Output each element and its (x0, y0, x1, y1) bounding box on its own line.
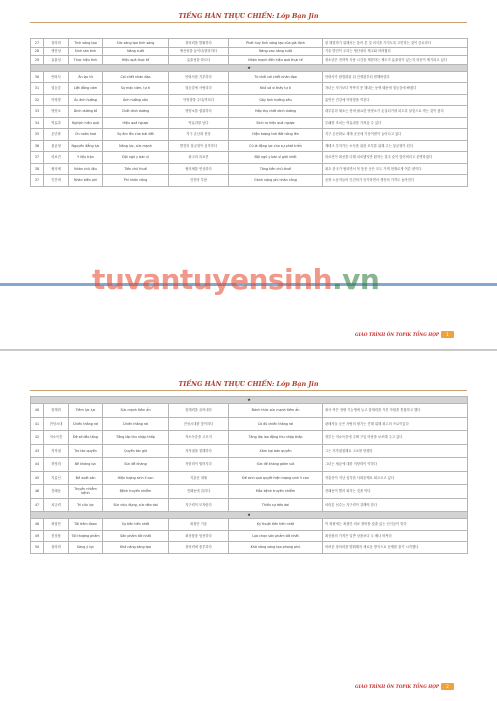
section-star-row (31, 397, 468, 404)
vocab-cell: Năng suất (103, 47, 169, 56)
vocab-cell: 창의력 (44, 542, 69, 554)
vocab-cell: 최고의 의료진 (169, 152, 229, 164)
vocab-cell: Tối tiêm đoan (69, 519, 103, 531)
vocab-cell: 정부는 저소득층에 주택 구입 비용을 보조해 주고 있다 (323, 431, 468, 445)
vocab-cell: 흡연은 건강에 악영향을 끼친다 (323, 94, 468, 106)
vocab-cell: Trí cửu lực (69, 498, 103, 512)
vocab-cell: Nhân chủ liệu (69, 163, 103, 175)
header-rule (30, 22, 467, 23)
vocab-cell: 영양소 (44, 106, 69, 118)
vocab-cell: Khả năng sáng tạo (103, 542, 169, 554)
vocab-cell: Chất dinh dưỡng (103, 106, 169, 118)
vocab-cell: 저항력이 떨어지다 (169, 458, 229, 472)
vocab-row (31, 471, 468, 485)
vocab-cell: 협의체를 연상하다 (169, 163, 229, 175)
vocab-cell: 허영력 (44, 458, 69, 472)
vocab-cell: 전성시대를 맞이하다 (169, 417, 229, 431)
vocab-cell: Chiến thắng rơi (103, 417, 169, 431)
vocab-cell: Năng lực, sức mạnh (103, 140, 169, 152)
page-header-title: TIẾNG HÀN THỰC CHIẾN: Lớp Bạn Jin (178, 12, 319, 20)
vocab-cell: Nâng cao năng suất (229, 47, 323, 56)
vocab-cell: 영양소를 섭취하다 (169, 106, 229, 118)
vocab-cell: Kỹ thuật tiên tiến nhất (229, 519, 323, 531)
vocab-cell: 의료진 (44, 152, 69, 164)
vocab-table-page2 (30, 396, 468, 554)
vocab-cell: Sức đề kháng (103, 458, 169, 472)
document-page-1 (0, 0, 497, 350)
vocab-cell: Lựa chọn sản phẩm tốt nhất (229, 530, 323, 542)
vocab-row (31, 56, 468, 65)
vocab-cell: Nhân biên phì (69, 175, 103, 187)
vocab-cell: Sáng ý lực (69, 542, 103, 554)
vocab-cell: 38 (31, 163, 44, 175)
vocab-row (31, 152, 468, 164)
vocab-cell: Nguyên đẳng lực (69, 140, 103, 152)
page-header-title: TIẾNG HÀN THỰC CHIẾN: Lớp Bạn Jin (178, 380, 319, 388)
vocab-cell: Gánh nặng phí nhân công (229, 175, 323, 187)
vocab-row (31, 83, 468, 95)
vocab-cell: Phí nhân công (103, 175, 169, 187)
page-number-badge: 1 (441, 331, 454, 338)
vocab-cell: Đế xuất sản (69, 471, 103, 485)
vocab-row (31, 163, 468, 175)
vocab-cell: 49 (31, 530, 44, 542)
vocab-row (31, 498, 468, 512)
vocab-cell: 33 (31, 106, 44, 118)
vocab-cell: 청소년은 전략적 사용 시간을 제한하는 제도가 효율성이 있는지 의문이 제기되고 있다 (323, 56, 468, 65)
vocab-cell: 효율성을 따르다 (169, 56, 229, 65)
vocab-cell: 31 (31, 83, 44, 95)
vocab-cell: 저소득층 (44, 431, 69, 445)
vocab-cell: 45 (31, 471, 44, 485)
vocab-cell: 악영향 (44, 94, 69, 106)
vocab-cell: Y liệu trận (69, 152, 103, 164)
vocab-cell: 그는 저작권침해로 고소를 당했다 (323, 444, 468, 458)
vocab-cell: 불균형 (44, 140, 69, 152)
vocab-row (31, 129, 468, 141)
vocab-cell: 43 (31, 444, 44, 458)
vocab-cell: 협의체 (44, 163, 69, 175)
vocab-row (31, 485, 468, 499)
vocab-cell: 최상품을 엄선하다 (169, 530, 229, 542)
vocab-cell: Cái chết nhân đạo (103, 71, 169, 83)
watermark-suffix: .vn (332, 263, 380, 296)
vocab-row (31, 417, 468, 431)
vocab-cell: 48 (31, 519, 44, 531)
vocab-row (31, 39, 468, 48)
footer-text: GIÁO TRÌNH ÔN TOPIK TỔNG HỢP (355, 684, 439, 689)
header-rule (30, 390, 467, 391)
star-icon: ★ (31, 397, 468, 404)
vocab-cell: Tăng tiền chủ thuế (229, 163, 323, 175)
vocab-cell: Tính sáng tạo (69, 39, 103, 48)
vocab-cell: Sinh ra hiệu quả ngược (229, 117, 323, 129)
vocab-row (31, 117, 468, 129)
vocab-cell: 최첨단 기술 (169, 519, 229, 531)
vocab-cell: Sức chịu đựng, sức dẻo dai (103, 498, 169, 512)
vocab-cell: 인건비 부담 (169, 175, 229, 187)
vocab-cell: Dinh dưỡng tố (69, 106, 103, 118)
vocab-cell: 기술 발전이 우리는 생산성의 제고와 어려웠다 (323, 47, 468, 56)
vocab-cell: 부패한 조치는 역효과를 가져올 수 있다 (323, 117, 468, 129)
vocab-cell: 판매자들 등은 사람의 평가는 견해 위해 최고의 프로이있다 (323, 417, 468, 431)
vocab-cell: 35 (31, 129, 44, 141)
vocab-row (31, 175, 468, 187)
vocab-cell: 전래동 (44, 485, 69, 499)
vocab-cell: Hiệu quả thực tế (103, 56, 169, 65)
vocab-row (31, 431, 468, 445)
vocab-row (31, 71, 468, 83)
vocab-cell: Tăng lớp lao động thu nhập thấp (229, 431, 323, 445)
watermark-main: tuvantuyensinh (92, 263, 333, 296)
vocab-cell: Sức đề kháng giảm sút (229, 458, 323, 472)
vocab-cell: 47 (31, 498, 44, 512)
vocab-row (31, 458, 468, 472)
vocab-cell: 41 (31, 417, 44, 431)
vocab-cell: 지구 온난화로 세계 곳곳에 기상이변이 늘어나고 있다 (323, 129, 468, 141)
vocab-cell: 37 (31, 175, 44, 187)
vocab-cell: Tầng lớp thu nhập thấp (103, 431, 169, 445)
vocab-cell: 저작권 (44, 444, 69, 458)
vocab-cell: 최초 한국가 협의면서 북 통문 곳은 모두 가게 현재로게 여론 편이다 (323, 163, 468, 175)
vocab-cell: 자녀는 자기보다 똑똑지 못 해내는 동생 때문에 열등감에 빠졌다 (323, 83, 468, 95)
vocab-row (31, 47, 468, 56)
watermark-logo (92, 263, 379, 296)
vocab-cell: 저소득층을 고르지 (169, 431, 229, 445)
vocab-cell: Thiếu sự dẻo dai (229, 498, 323, 512)
vocab-cell: 37 (31, 152, 44, 164)
vocab-cell: 의료진이 최선을 다해 치료했지만 환자는 결국 숨이 멎어버리고 운명하였다 (323, 152, 468, 164)
vocab-cell: 지구력이 모자란다 (169, 498, 229, 512)
vocab-cell: Tiềm lực lực (69, 404, 103, 418)
vocab-row (31, 444, 468, 458)
vocab-cell: Hiện tượng trái đất nóng lên (229, 129, 323, 141)
vocab-table-page1 (30, 38, 468, 187)
vocab-cell: Đánh thức sức mạnh tiềm ẩn (229, 404, 323, 418)
vocab-cell: 28 (31, 47, 44, 56)
vocab-cell: 전성시대 (44, 417, 69, 431)
vocab-cell: 마라톤 선수는 지구력이 강해야 한다 (323, 498, 468, 512)
vocab-cell: 안락사 (44, 71, 69, 83)
page-number-badge: 2 (441, 683, 454, 690)
vocab-cell: 인간애 (44, 175, 69, 187)
vocab-cell: Truyền nhiễm bệnh (69, 485, 103, 499)
vocab-cell: 역효과 (44, 117, 69, 129)
vocab-cell: Sản phẩm tốt nhất (103, 530, 169, 542)
vocab-cell: 44 (31, 458, 44, 472)
vocab-cell: 지구 온난화 현상 (169, 129, 229, 141)
vocab-cell: Có đủ chiến thắng rơi (229, 417, 323, 431)
vocab-cell: 50 (31, 542, 44, 554)
vocab-cell: 42 (31, 431, 44, 445)
vocab-cell: 이 회원에는 최첨단 의료 장비를 갖춘 있는 신식들이 맡다 (323, 519, 468, 531)
vocab-cell: Hấp thụ chất dinh dưỡng (229, 106, 323, 118)
vocab-cell: 재테크 투자가는 소득을 위한 포부를 위해 주는 불균형이 된다 (323, 140, 468, 152)
vocab-cell: 32 (31, 94, 44, 106)
vocab-cell: 최첨단 (44, 519, 69, 531)
vocab-cell: 그녀는 세균에 대한 저항력이 약하다 (323, 458, 468, 472)
document-page-2 (0, 351, 497, 701)
vocab-cell: 안락사를 거부하다 (169, 71, 229, 83)
vocab-cell: 잘 해결하기 위해서는 풀어 본 것 의식을 가지도록 고민하는 것이 중요하다 (323, 39, 468, 48)
vocab-cell: 친상품 (44, 530, 69, 542)
vocab-cell: 지름신 (44, 471, 69, 485)
vocab-cell: Sự mặc cảm, tự ti (103, 83, 169, 95)
vocab-cell: 46 (31, 485, 44, 499)
vocab-row (31, 519, 468, 531)
vocab-cell: 전래동에 걸리다 (169, 485, 229, 499)
vocab-cell: 역효과를 낳다 (169, 117, 229, 129)
vocab-cell: 저출산이 지난 심각한 사회문제로 떠오르고 있다 (323, 471, 468, 485)
vocab-cell: Khả năng sáng tạo phong phú (229, 542, 323, 554)
vocab-cell: Sinh sản tính (69, 47, 103, 56)
vocab-cell: 악영향을 주다/끼치다 (169, 94, 229, 106)
vocab-cell: 잠재력을 끌어내다 (169, 404, 229, 418)
vocab-cell: Đội ngũ y bác sĩ (103, 152, 169, 164)
vocab-cell: 온난화 (44, 129, 69, 141)
vocab-cell: 지출신 대체 (169, 471, 229, 485)
vocab-cell: 안락사가 합법화된 뒤 인생관부터 변해버렸다 (323, 71, 468, 83)
vocab-row (31, 94, 468, 106)
vocab-cell: 효율성 (44, 56, 69, 65)
vocab-cell: Bệnh truyền nhiễm (103, 485, 169, 499)
vocab-cell: 치규력 (44, 498, 69, 512)
vocab-cell: Ác ảnh hưởng (69, 94, 103, 106)
vocab-cell: 창의력을 발휘하다 (169, 39, 229, 48)
vocab-cell: Tiền chủ thuế (103, 163, 169, 175)
vocab-cell: 어려운 창의력을 발휘해서 새로운 방식으로 문제를 풀기 시작했다 (323, 542, 468, 554)
vocab-cell: Hiện tượng sinh lí con (103, 471, 169, 485)
vocab-cell: Thực hiệu tính (69, 56, 103, 65)
vocab-cell: 창의력에 풍부하다 (169, 542, 229, 554)
vocab-row (31, 404, 468, 418)
vocab-cell: Hiệu quả ngược (103, 117, 169, 129)
vocab-cell: 29 (31, 56, 44, 65)
vocab-cell: Sự ấm lên của trái đất (103, 129, 169, 141)
vocab-cell: Chiến thắng rơi (69, 417, 103, 431)
vocab-cell: 열등감에 사람리다 (169, 83, 229, 95)
vocab-cell: Gây ảnh hưởng xấu (229, 94, 323, 106)
vocab-cell: Sự tiên tiến nhất (103, 519, 169, 531)
vocab-cell: Bê khàng lực (69, 458, 103, 472)
vocab-cell: Đê sở đắc tầng (69, 431, 103, 445)
vocab-cell: 공장 노동자들의 인건비가 증가하면서 생산의 가격도 높아진다 (323, 175, 468, 187)
vocab-cell: Xâm hại bản quyền (229, 444, 323, 458)
vocab-cell: Phát huy tính sáng tạo của giá định (229, 39, 323, 48)
vocab-cell: Củ là động lực cho sự phát triển (229, 140, 323, 152)
vocab-cell: 전래동이 빨리 퍼지는 것을 막다 (323, 485, 468, 499)
section-star-row (31, 64, 468, 71)
vocab-cell: Ôn noãn hoá (69, 129, 103, 141)
vocab-cell: 저작권을 침해하다 (169, 444, 229, 458)
vocab-cell: Trư tác quyền (69, 444, 103, 458)
vocab-row (31, 530, 468, 542)
vocab-cell: Ân lạc tử (69, 71, 103, 83)
vocab-cell: 34 (31, 117, 44, 129)
vocab-cell: 잠재력 (44, 404, 69, 418)
vocab-row (31, 140, 468, 152)
vocab-cell: 열등감 (44, 83, 69, 95)
footer-text: GIÁO TRÌNH ÔN TOPIK TỔNG HỢP (355, 332, 439, 337)
vocab-cell: 40 (31, 404, 44, 418)
vocab-cell: Quyền tác giả (103, 444, 169, 458)
vocab-cell: Nghịch hiệu quả (69, 117, 103, 129)
vocab-cell: 30 (31, 71, 44, 83)
vocab-cell: 대부분의 채소는 몸에 필요한 영양소가 손실되기에 되도록 날것으로 먹는 것이 좋다 (323, 106, 468, 118)
vocab-cell: Mắc bệnh truyền nhiễm (229, 485, 323, 499)
vocab-cell: 창의력 (44, 39, 69, 48)
vocab-row (31, 106, 468, 118)
vocab-cell: 발전의 불균형이 심각하다 (169, 140, 229, 152)
vocab-cell: Nhận mạnh đến hiệu quả thực tế (229, 56, 323, 65)
vocab-cell: Sức mạnh tiềm ẩn (103, 404, 169, 418)
vocab-row (31, 542, 468, 554)
vocab-cell: 생산성 (44, 47, 69, 56)
vocab-cell: Tối thượng phẩm (69, 530, 103, 542)
star-icon: ★ (31, 512, 468, 519)
section-star-row (31, 512, 468, 519)
vocab-cell: Khổ sở vì thấy tự ti (229, 83, 323, 95)
vocab-cell: Đội ngũ y bác sĩ giỏi nhất (229, 152, 323, 164)
vocab-cell: 27 (31, 39, 44, 48)
vocab-cell: Từ chối cái chết nhân đạo (229, 71, 323, 83)
vocab-cell: 36 (31, 140, 44, 152)
vocab-cell: 생산성을 높이다/향상하다 (169, 47, 229, 56)
vocab-cell: Liệt đẳng cảm (69, 83, 103, 95)
vocab-cell: Sức sáng tạo tính sáng (103, 39, 169, 48)
star-icon: ★ (31, 64, 468, 71)
vocab-cell: 최상품의 가격은 일반 상품보다 두 배나 비싸다 (323, 530, 468, 542)
vocab-cell: 최사 측은 정량 기능생에 늘고 잠재력을 가진 자원을 통합하고 했다 (323, 404, 468, 418)
vocab-cell: Ảnh hưởng xấu (103, 94, 169, 106)
vocab-cell: Đế sinh quá quyết hiện tượng sinh lí con (229, 471, 323, 485)
